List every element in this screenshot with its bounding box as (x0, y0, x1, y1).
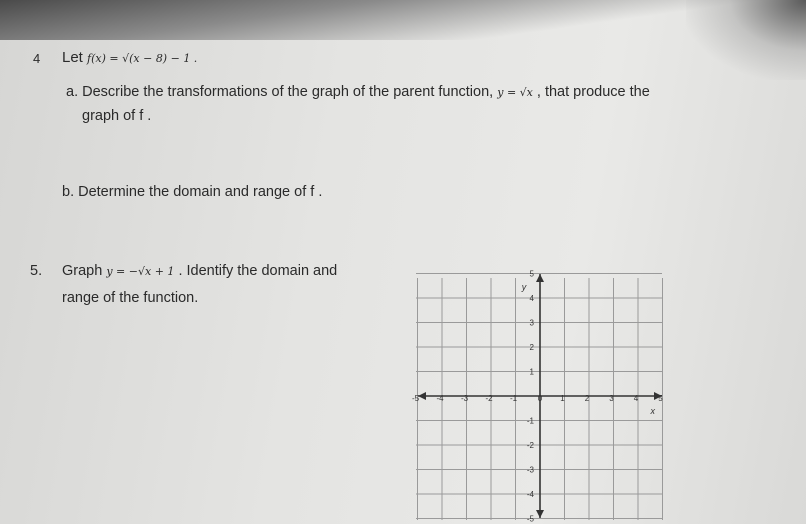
y-tick-label: 1 (529, 367, 534, 377)
problem-5-line2: range of the function. (62, 290, 199, 306)
problem-5-function: y = −√x + 1 (106, 265, 175, 278)
problem-4a-line2: graph of f . (82, 108, 152, 124)
x-tick-label: -1 (509, 394, 518, 403)
y-tick-label: -1 (526, 416, 534, 426)
problem-4-number: 4 (33, 51, 41, 66)
problem-5-text-before: Graph (62, 263, 103, 279)
photo-shadow-right (686, 0, 806, 80)
x-tick-label: -2 (485, 394, 493, 403)
y-tick-label: 5 (529, 269, 534, 279)
problem-4a-parent-function: y = √x (497, 86, 533, 99)
x-tick-label: 1 (560, 394, 565, 403)
problem-4-function: f(x) = √(x − 8) − 1 . (87, 52, 198, 65)
x-tick-label: 4 (633, 394, 639, 403)
problem-5-text-after: . Identify the domain and (178, 263, 338, 279)
x-tick-label: 2 (584, 394, 590, 403)
x-axis-label: x (650, 406, 655, 416)
x-tick-label: -5 (411, 394, 420, 403)
y-tick-label: 3 (529, 318, 534, 328)
problem-5-line1 (62, 263, 337, 279)
x-axis-arrow-left (418, 392, 426, 400)
x-tick-label: 5 (658, 394, 663, 403)
problem-4a-text-before: a. Describe the transformations of the graph of the parent function, (66, 84, 494, 100)
y-tick-label: 4 (529, 294, 534, 303)
x-tick-label: 3 (609, 394, 614, 403)
problem-4b-text: b. Determine the domain and range of f . (62, 184, 323, 200)
y-tick-label: -2 (526, 441, 534, 450)
problem-4-intro: Let (62, 49, 83, 66)
problem-5-number: 5. (30, 263, 43, 279)
y-tick-label: -3 (526, 465, 534, 475)
y-axis-arrow-down (536, 510, 544, 518)
problem-4a-line1 (66, 84, 650, 100)
y-tick-label: -5 (526, 514, 534, 524)
x-tick-label: -4 (436, 394, 444, 403)
x-tick-label: 0 (537, 394, 543, 403)
x-tick-label: -3 (460, 394, 469, 403)
y-tick-label: 2 (529, 343, 534, 352)
coordinate-grid (410, 262, 680, 524)
y-tick-label: -4 (526, 490, 534, 499)
problem-4a-text-after: , that produce the (536, 84, 650, 100)
y-axis-arrow-up (536, 274, 544, 282)
problem-4-statement (62, 49, 197, 66)
y-axis-label: y (521, 282, 527, 292)
